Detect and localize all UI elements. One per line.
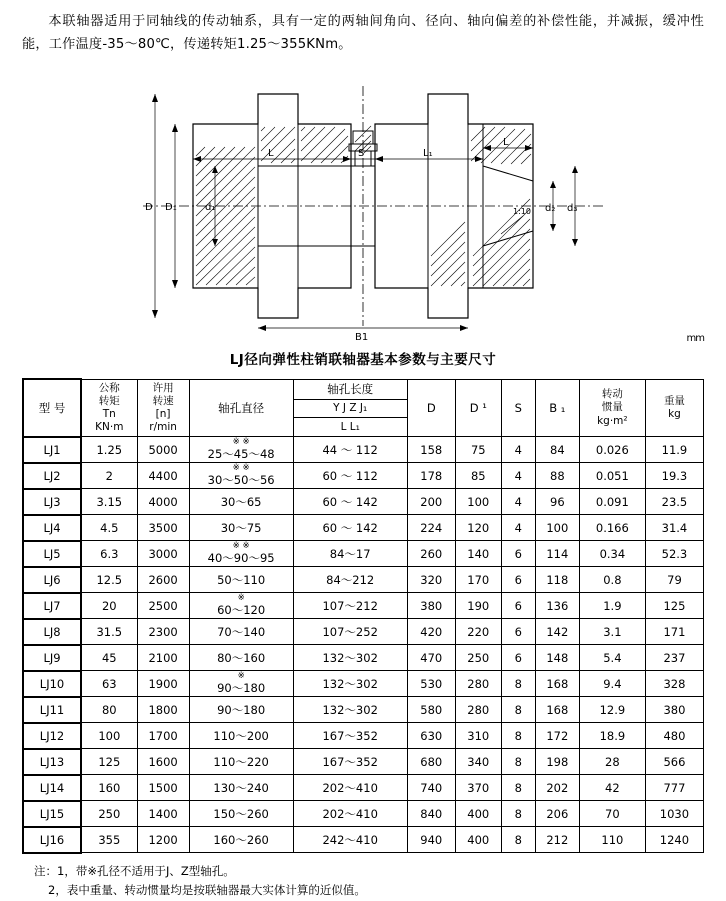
label-d2: d₂	[545, 203, 556, 215]
table-row	[23, 619, 704, 645]
cell-speed: 2600	[137, 567, 189, 593]
cell-bore-length: 132～302	[293, 645, 407, 671]
cell-speed: 1400	[137, 801, 189, 827]
header-torque: 公称 转矩 Tn KN·m	[81, 379, 137, 437]
cell-model: LJ14	[23, 775, 81, 801]
cell-inertia: 1.9	[579, 593, 645, 619]
cell-bore-diameter: 110～220	[189, 749, 293, 775]
note-2: 2，表中重量、转动惯量均是按联轴器最大实体计算的近似值。	[48, 883, 366, 898]
header-D1: D ¹	[455, 379, 501, 437]
cell-inertia: 18.9	[579, 723, 645, 749]
cell-speed: 4400	[137, 463, 189, 489]
cell-bore-diameter: 110～200	[189, 723, 293, 749]
table-row	[23, 749, 704, 775]
cell-B1: 202	[535, 775, 579, 801]
cell-speed: 1800	[137, 697, 189, 723]
document-page	[0, 10, 726, 898]
note-1: 注：1，带※孔径不适用于J、Z型轴孔。	[34, 863, 235, 878]
cell-S: 6	[501, 567, 535, 593]
cell-torque: 6.3	[81, 541, 137, 567]
cell-speed: 1500	[137, 775, 189, 801]
cell-weight: 11.9	[645, 437, 703, 463]
cell-B1: 168	[535, 697, 579, 723]
cell-S: 4	[501, 463, 535, 489]
cell-D1: 400	[455, 827, 501, 853]
cell-torque: 31.5	[81, 619, 137, 645]
cell-bore-length: 202～410	[293, 775, 407, 801]
cell-speed: 3000	[137, 541, 189, 567]
spec-table	[22, 378, 704, 854]
cell-torque: 1.25	[81, 437, 137, 463]
cell-bore-length: 242～410	[293, 827, 407, 853]
bore-diameter-star-marks: ※ ※	[232, 463, 250, 474]
cell-inertia: 0.166	[579, 515, 645, 541]
cell-torque: 125	[81, 749, 137, 775]
header-D: D	[407, 379, 455, 437]
cell-model: LJ11	[23, 697, 81, 723]
cell-torque: 80	[81, 697, 137, 723]
cell-D: 740	[407, 775, 455, 801]
cell-D1: 85	[455, 463, 501, 489]
cell-weight: 171	[645, 619, 703, 645]
cell-inertia: 110	[579, 827, 645, 853]
cell-D: 380	[407, 593, 455, 619]
cell-D: 200	[407, 489, 455, 515]
cell-torque: 3.15	[81, 489, 137, 515]
cell-weight: 777	[645, 775, 703, 801]
label-S: S	[358, 148, 365, 160]
cell-bore-diameter	[189, 463, 293, 489]
label-D: D	[145, 202, 153, 214]
table-row	[23, 489, 704, 515]
cell-model: LJ8	[23, 619, 81, 645]
cell-D: 840	[407, 801, 455, 827]
cell-D1: 75	[455, 437, 501, 463]
cell-B1: 88	[535, 463, 579, 489]
cell-D1: 140	[455, 541, 501, 567]
cell-S: 8	[501, 723, 535, 749]
cell-inertia: 9.4	[579, 671, 645, 697]
table-row	[23, 567, 704, 593]
coupling-drawing	[0, 56, 726, 346]
cell-B1: 114	[535, 541, 579, 567]
cell-model: LJ10	[23, 671, 81, 697]
label-d3: d₃	[567, 203, 578, 215]
cell-speed: 1700	[137, 723, 189, 749]
cell-D1: 370	[455, 775, 501, 801]
cell-inertia: 42	[579, 775, 645, 801]
cell-D: 630	[407, 723, 455, 749]
cell-B1: 206	[535, 801, 579, 827]
cell-S: 6	[501, 541, 535, 567]
cell-speed: 1600	[137, 749, 189, 775]
cell-speed: 3500	[137, 515, 189, 541]
header-bore-length: 轴孔长度	[293, 379, 407, 399]
header-S: S	[501, 379, 535, 437]
cell-bore-diameter: 130～240	[189, 775, 293, 801]
table-row	[23, 515, 704, 541]
bore-diameter-value: 60～120	[217, 602, 266, 617]
label-taper: 1:10	[513, 207, 531, 217]
table-header-row-1	[23, 379, 704, 399]
cell-bore-length: 84～17	[293, 541, 407, 567]
table-row	[23, 437, 704, 463]
cell-B1: 172	[535, 723, 579, 749]
label-D1: D₁	[165, 202, 177, 214]
cell-B1: 84	[535, 437, 579, 463]
cell-B1: 168	[535, 671, 579, 697]
cell-D: 260	[407, 541, 455, 567]
cell-D1: 400	[455, 801, 501, 827]
cell-D: 224	[407, 515, 455, 541]
cell-weight: 19.3	[645, 463, 703, 489]
cell-bore-diameter: 80～160	[189, 645, 293, 671]
bore-diameter-star-marks: ※ ※	[232, 437, 250, 448]
cell-D: 158	[407, 437, 455, 463]
spec-table-body	[23, 437, 704, 853]
header-model: 型 号	[23, 379, 81, 437]
cell-inertia: 0.051	[579, 463, 645, 489]
table-row	[23, 671, 704, 697]
cell-bore-diameter	[189, 541, 293, 567]
cell-bore-length: 167～352	[293, 723, 407, 749]
cell-model: LJ7	[23, 593, 81, 619]
cell-S: 8	[501, 749, 535, 775]
cell-inertia: 3.1	[579, 619, 645, 645]
cell-bore-length: 60 ～ 142	[293, 489, 407, 515]
bore-diameter-star-marks: ※	[237, 593, 245, 604]
header-bore-length-sub: L L₁	[293, 418, 407, 437]
cell-B1: 142	[535, 619, 579, 645]
table-row	[23, 775, 704, 801]
cell-model: LJ9	[23, 645, 81, 671]
cell-inertia: 0.8	[579, 567, 645, 593]
cell-D1: 190	[455, 593, 501, 619]
cell-torque: 45	[81, 645, 137, 671]
label-L-left: L	[268, 148, 274, 160]
unit-note: mm	[686, 333, 704, 345]
cell-weight: 1240	[645, 827, 703, 853]
cell-bore-length: 107～252	[293, 619, 407, 645]
cell-S: 6	[501, 619, 535, 645]
cell-bore-length: 132～302	[293, 671, 407, 697]
header-inertia: 转动 惯量 kg·m²	[579, 379, 645, 437]
cell-bore-length: 60 ～ 112	[293, 463, 407, 489]
cell-S: 8	[501, 801, 535, 827]
bore-diameter-star-marks: ※	[237, 671, 245, 682]
cell-bore-diameter: 70～140	[189, 619, 293, 645]
cell-bore-length: 107～212	[293, 593, 407, 619]
cell-bore-diameter: 30～75	[189, 515, 293, 541]
label-B1: B1	[355, 332, 369, 344]
cell-B1: 136	[535, 593, 579, 619]
cell-weight: 52.3	[645, 541, 703, 567]
cell-S: 6	[501, 593, 535, 619]
cell-speed: 1900	[137, 671, 189, 697]
cell-D: 470	[407, 645, 455, 671]
cell-S: 6	[501, 645, 535, 671]
cell-D1: 280	[455, 671, 501, 697]
cell-torque: 355	[81, 827, 137, 853]
cell-torque: 160	[81, 775, 137, 801]
cell-speed: 2500	[137, 593, 189, 619]
cell-torque: 63	[81, 671, 137, 697]
cell-bore-diameter: 90～180	[189, 697, 293, 723]
cell-B1: 100	[535, 515, 579, 541]
cell-D1: 280	[455, 697, 501, 723]
cell-bore-length: 60 ～ 142	[293, 515, 407, 541]
cell-bore-diameter: 150～260	[189, 801, 293, 827]
bore-diameter-value: 40～90～95	[207, 550, 275, 565]
cell-torque: 250	[81, 801, 137, 827]
cell-speed: 2100	[137, 645, 189, 671]
cell-inertia: 0.091	[579, 489, 645, 515]
cell-speed: 2300	[137, 619, 189, 645]
cell-torque: 2	[81, 463, 137, 489]
cell-D1: 220	[455, 619, 501, 645]
cell-weight: 23.5	[645, 489, 703, 515]
cell-model: LJ5	[23, 541, 81, 567]
header-bore-diameter: 轴孔直径	[189, 379, 293, 437]
table-row	[23, 697, 704, 723]
cell-bore-diameter	[189, 437, 293, 463]
cell-D1: 100	[455, 489, 501, 515]
cell-S: 8	[501, 827, 535, 853]
cell-model: LJ16	[23, 827, 81, 853]
table-row	[23, 827, 704, 853]
cell-inertia: 0.34	[579, 541, 645, 567]
cell-model: LJ2	[23, 463, 81, 489]
cell-D: 580	[407, 697, 455, 723]
bore-diameter-value: 90～180	[217, 680, 266, 695]
cell-D: 320	[407, 567, 455, 593]
cell-B1: 212	[535, 827, 579, 853]
cell-model: LJ12	[23, 723, 81, 749]
cell-model: LJ13	[23, 749, 81, 775]
cell-B1: 118	[535, 567, 579, 593]
cell-D: 940	[407, 827, 455, 853]
cell-bore-diameter: 30～65	[189, 489, 293, 515]
cell-D: 530	[407, 671, 455, 697]
cell-S: 4	[501, 437, 535, 463]
table-row	[23, 593, 704, 619]
cell-D1: 120	[455, 515, 501, 541]
cell-torque: 12.5	[81, 567, 137, 593]
cell-weight: 566	[645, 749, 703, 775]
bore-diameter-value: 25～45～48	[207, 446, 275, 461]
cell-bore-diameter	[189, 671, 293, 697]
cell-weight: 31.4	[645, 515, 703, 541]
cell-B1: 96	[535, 489, 579, 515]
cell-B1: 148	[535, 645, 579, 671]
cell-model: LJ3	[23, 489, 81, 515]
figure-caption: LJ径向弹性柱销联轴器基本参数与主要尺寸	[229, 352, 497, 369]
cell-bore-diameter: 160～260	[189, 827, 293, 853]
cell-S: 8	[501, 671, 535, 697]
table-row	[23, 463, 704, 489]
cell-weight: 328	[645, 671, 703, 697]
cell-D1: 310	[455, 723, 501, 749]
cell-model: LJ4	[23, 515, 81, 541]
header-speed: 许用 转速 [n] r/min	[137, 379, 189, 437]
cell-bore-length: 44 ～ 112	[293, 437, 407, 463]
table-row	[23, 645, 704, 671]
cell-weight: 1030	[645, 801, 703, 827]
cell-torque: 4.5	[81, 515, 137, 541]
cell-weight: 480	[645, 723, 703, 749]
cell-D: 680	[407, 749, 455, 775]
cell-inertia: 28	[579, 749, 645, 775]
cell-model: LJ6	[23, 567, 81, 593]
table-notes	[34, 862, 726, 901]
intro-paragraph: 本联轴器适用于同轴线的传动轴系，具有一定的两轴间角向、径向、轴向偏差的补偿性能，并减振，缓冲性能，工作温度-35～80℃，传递转矩1.25～355KNm。	[22, 14, 704, 53]
cell-torque: 20	[81, 593, 137, 619]
label-d1: d₁	[205, 202, 216, 214]
cell-D1: 250	[455, 645, 501, 671]
header-weight: 重量 kg	[645, 379, 703, 437]
cell-inertia: 5.4	[579, 645, 645, 671]
table-row	[23, 723, 704, 749]
bore-diameter-value: 30～50～56	[207, 472, 275, 487]
cell-speed: 4000	[137, 489, 189, 515]
cell-S: 4	[501, 515, 535, 541]
cell-bore-diameter: 50～110	[189, 567, 293, 593]
cell-B1: 198	[535, 749, 579, 775]
table-row	[23, 801, 704, 827]
cell-model: LJ1	[23, 437, 81, 463]
cell-speed: 1200	[137, 827, 189, 853]
cell-D: 178	[407, 463, 455, 489]
coupling-svg	[83, 56, 643, 346]
cell-inertia: 12.9	[579, 697, 645, 723]
cell-S: 4	[501, 489, 535, 515]
cell-bore-length: 84～212	[293, 567, 407, 593]
cell-weight: 125	[645, 593, 703, 619]
header-bore-length-types: Y J Z J₁	[293, 399, 407, 418]
cell-D: 420	[407, 619, 455, 645]
bore-diameter-star-marks: ※ ※	[232, 541, 250, 552]
cell-model: LJ15	[23, 801, 81, 827]
cell-S: 8	[501, 775, 535, 801]
cell-inertia: 70	[579, 801, 645, 827]
label-L1: L₁	[423, 148, 433, 160]
cell-bore-length: 132～302	[293, 697, 407, 723]
cell-S: 8	[501, 697, 535, 723]
cell-D1: 170	[455, 567, 501, 593]
cell-inertia: 0.026	[579, 437, 645, 463]
header-B1: B ₁	[535, 379, 579, 437]
cell-D1: 340	[455, 749, 501, 775]
label-L-right: L	[503, 137, 509, 149]
cell-torque: 100	[81, 723, 137, 749]
cell-bore-length: 202～410	[293, 801, 407, 827]
cell-bore-length: 167～352	[293, 749, 407, 775]
cell-speed: 5000	[137, 437, 189, 463]
table-row	[23, 541, 704, 567]
cell-weight: 380	[645, 697, 703, 723]
cell-weight: 237	[645, 645, 703, 671]
cell-weight: 79	[645, 567, 703, 593]
cell-bore-diameter	[189, 593, 293, 619]
